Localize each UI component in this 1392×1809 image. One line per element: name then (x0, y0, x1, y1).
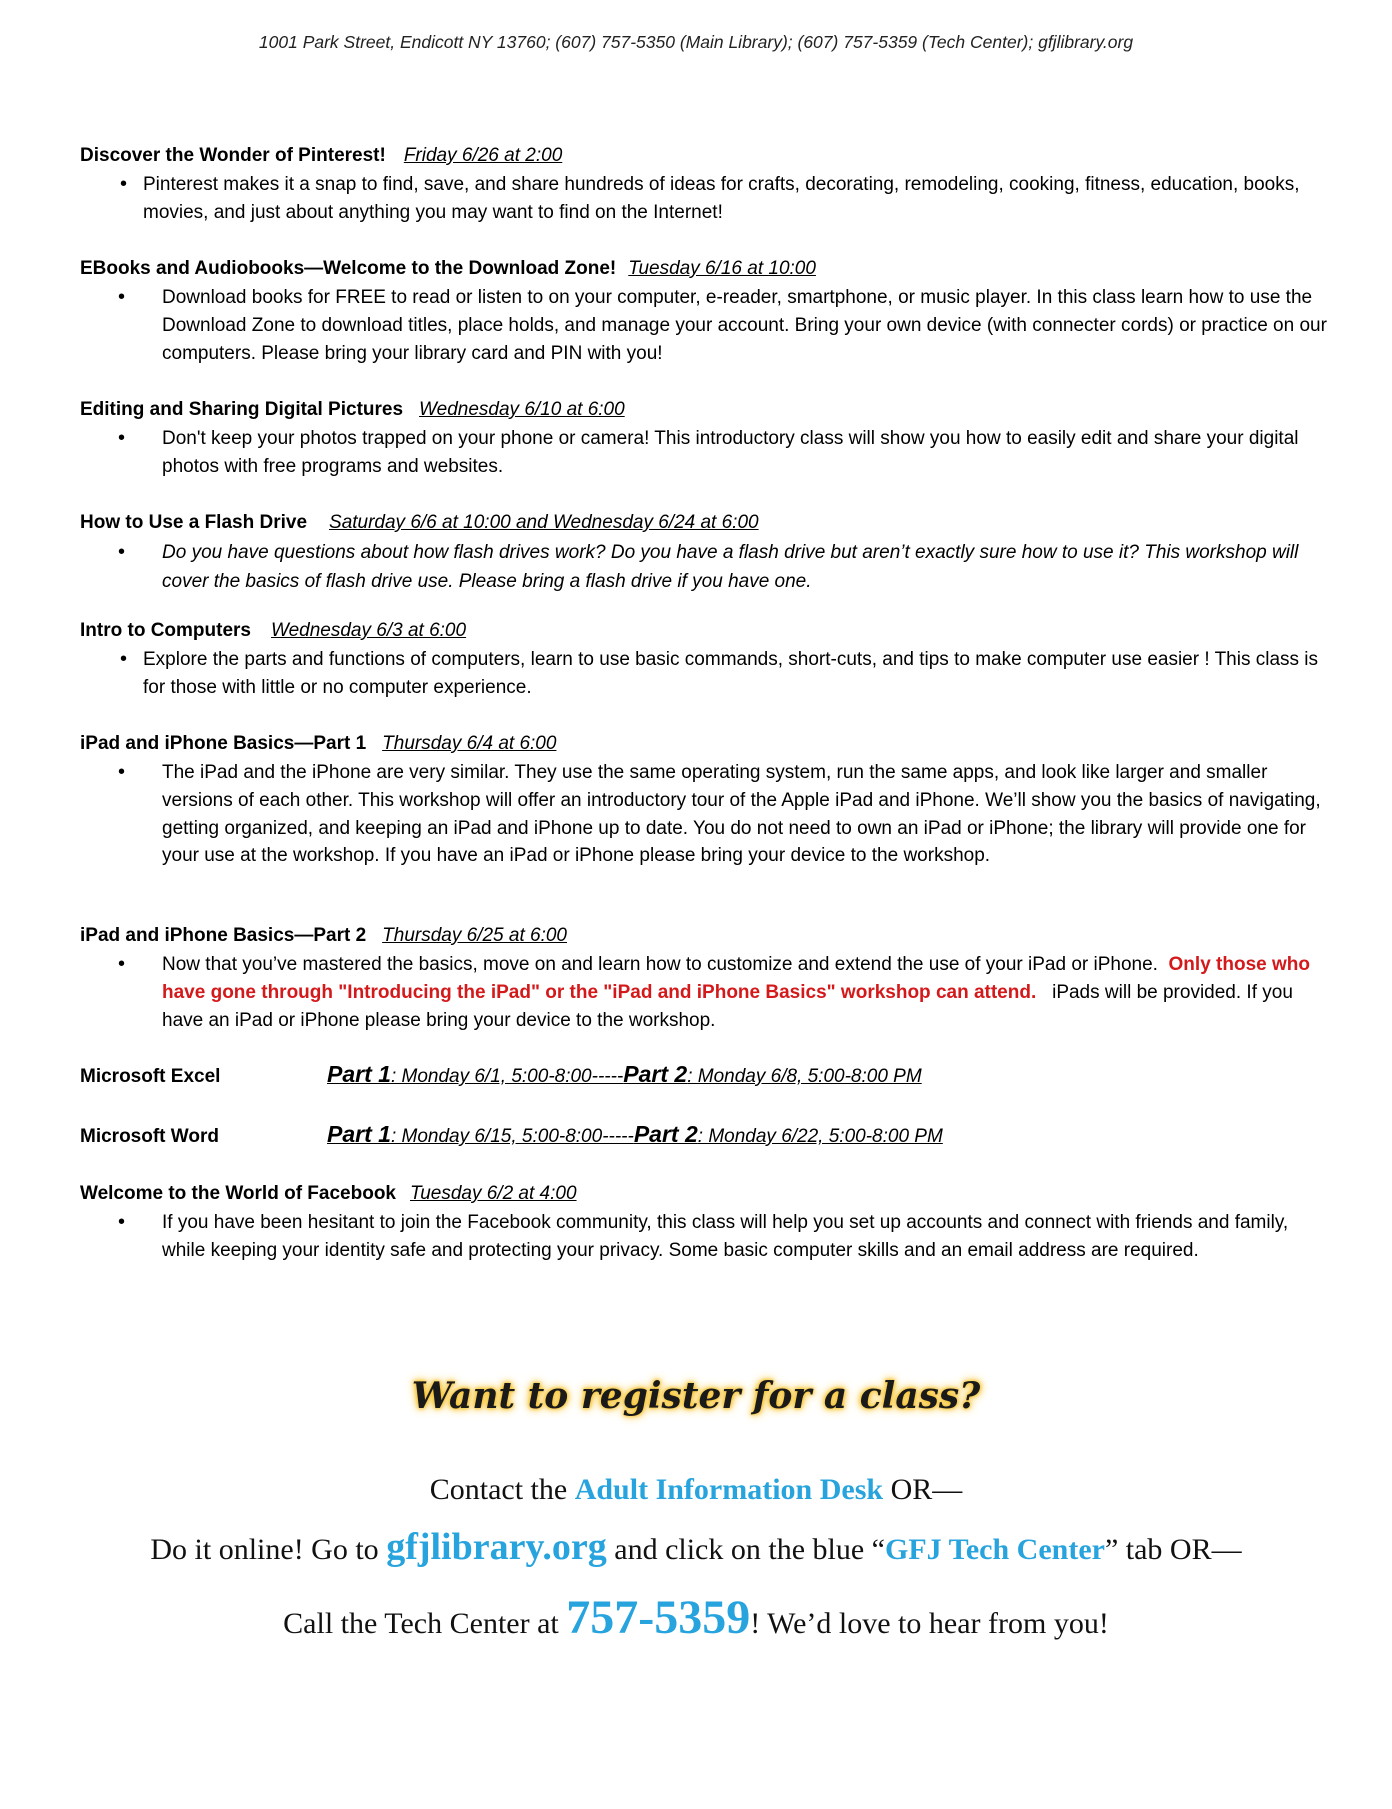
course-title: Intro to Computers (80, 620, 251, 641)
course-date: Saturday 6/6 at 10:00 and Wednesday 6/24 at 6:00 (329, 512, 759, 533)
cta-text: Contact the (429, 1473, 575, 1506)
part1-time: : Monday 6/1, 5:00-8:00----- (390, 1066, 624, 1087)
course-schedule (327, 1121, 943, 1147)
course-microsoft-excel (80, 1061, 922, 1088)
course-title: How to Use a Flash Drive (80, 512, 308, 533)
course-date: Thursday 6/25 at 6:00 (382, 925, 567, 946)
cta-text: OR— (883, 1473, 963, 1506)
course-date: Tuesday 6/16 at 10:00 (628, 258, 816, 279)
course-microsoft-word (80, 1121, 943, 1148)
course-title: Microsoft Excel (80, 1066, 221, 1087)
bullet-icon: • (118, 953, 126, 975)
course-intro-computers (80, 618, 1330, 702)
bullet-icon: • (120, 173, 128, 195)
course-title: Editing and Sharing Digital Pictures (80, 399, 404, 420)
part1-time: : Monday 6/15, 5:00-8:00----- (390, 1126, 634, 1147)
course-description: Download books for FREE to read or listen to on your computer, e-reader, smartphone, or music player. In this class learn how to use the Download Zone to download titles, place holds, and manage your account. Bring your own device (with connecter cords) or practice on our computers. Please bring your library card and PIN with you! (162, 287, 1327, 364)
attendance-warning: Only those who have gone through "Introducing the iPad" or the "iPad and iPhone Basics" workshop can attend. (162, 954, 1310, 1003)
cta-text: Call the Tech Center at (283, 1607, 567, 1640)
part2-time: : Monday 6/22, 5:00-8:00 PM (697, 1126, 943, 1147)
cta-contact-line (0, 1473, 1392, 1507)
course-title: iPad and iPhone Basics—Part 1 (80, 733, 367, 754)
course-date: Tuesday 6/2 at 4:00 (410, 1183, 577, 1204)
course-date: Wednesday 6/3 at 6:00 (271, 620, 467, 641)
course-schedule (327, 1061, 922, 1087)
bullet-icon: • (118, 761, 126, 783)
cta-online-line (0, 1525, 1392, 1569)
cta-text: ” tab OR— (1104, 1533, 1242, 1566)
course-title: Discover the Wonder of Pinterest! (80, 145, 386, 166)
tech-center-phone: 757-5359 (566, 1591, 751, 1644)
course-title: Microsoft Word (80, 1126, 219, 1147)
adult-information-desk: Adult Information Desk (574, 1473, 884, 1506)
bullet-icon: • (118, 427, 126, 449)
course-description: The iPad and the iPhone are very similar. They use the same operating system, run the same apps, and look like larger and smaller versions of each other. This workshop will offer an introductory tour of the Apple iPad and iPhone. We’ll show you the basics of navigating, getting organized, and keeping an iPad and iPhone up to date. You do not need to own an iPad or iPhone; the library will provide one for your use at the workshop. If you have an iPad or iPhone please bring your device to the workshop. (162, 762, 1321, 867)
part2-label: Part 2 (633, 1121, 698, 1147)
part2-time: : Monday 6/8, 5:00-8:00 PM (687, 1066, 922, 1087)
course-date: Wednesday 6/10 at 6:00 (419, 399, 625, 420)
course-description: Pinterest makes it a snap to find, save, and share hundreds of ideas for crafts, decorating, remodeling, cooking, fitness, education, books, movies, and just about anything you may want to find on the Internet! (143, 174, 1300, 223)
bullet-icon: • (118, 286, 126, 308)
course-digital-pictures (80, 397, 1330, 481)
course-title: iPad and iPhone Basics—Part 2 (80, 925, 367, 946)
part2-label: Part 2 (623, 1061, 688, 1087)
course-description: Do you have questions about how flash drives work? Do you have a flash drive but aren’t exactly sure how to use it? This workshop will cover the basics of flash drive use. Please bring a flash drive if you have one. (162, 542, 1299, 592)
course-ipad-part2 (80, 923, 1330, 1034)
course-flash-drive (80, 510, 1330, 596)
cta-text: ! We’d love to hear from you! (750, 1607, 1109, 1640)
bullet-icon: • (118, 541, 126, 563)
register-heading: Want to register for a class? (411, 1375, 981, 1417)
course-description-end: iPads will be provided. If you have an iPad or iPhone please bring your device to the workshop. (162, 981, 1293, 1031)
cta-text: and click on the blue “ (606, 1533, 885, 1566)
course-description: Explore the parts and functions of computers, learn to use basic commands, short-cuts, and tips to make computer use easier ! This class is for those with little or no computer experience. (143, 649, 1319, 698)
tech-center-tab-name: GFJ Tech Center (884, 1533, 1105, 1566)
course-description: If you have been hesitant to join the Facebook community, this class will help you set up accounts and connect with friends and family, while keeping your identity safe and protecting your privacy. Some basic computer skills and an email address are required. (162, 1212, 1289, 1261)
course-facebook (80, 1181, 1330, 1265)
course-description: Don't keep your photos trapped on your phone or camera! This introductory class will show you how to easily edit and share your digital photos with free programs and websites. (162, 428, 1299, 477)
course-ipad-part1 (80, 731, 1330, 870)
course-description: Now that you’ve mastered the basics, move on and learn how to customize and extend the use of your iPad or iPhone. (162, 954, 1158, 975)
library-website-link[interactable]: gfjlibrary.org (386, 1526, 607, 1568)
cta-text: Do it online! Go to (150, 1533, 387, 1566)
course-date: Friday 6/26 at 2:00 (403, 145, 563, 166)
part1-label: Part 1 (327, 1061, 391, 1087)
course-pinterest (80, 143, 1330, 227)
library-address: 1001 Park Street, Endicott NY 13760; (607) 757-5350 (Main Library); (607) 757-5359 (Tech Center); gfjlibrary.org (258, 32, 1134, 52)
cta-call-line (0, 1590, 1392, 1645)
course-title: Welcome to the World of Facebook (80, 1183, 396, 1204)
course-title: EBooks and Audiobooks—Welcome to the Download Zone! (80, 258, 617, 279)
course-date: Thursday 6/4 at 6:00 (382, 733, 557, 754)
part1-label: Part 1 (327, 1121, 391, 1147)
bullet-icon: • (118, 1211, 126, 1233)
course-ebooks (80, 256, 1330, 367)
bullet-icon: • (120, 648, 128, 670)
